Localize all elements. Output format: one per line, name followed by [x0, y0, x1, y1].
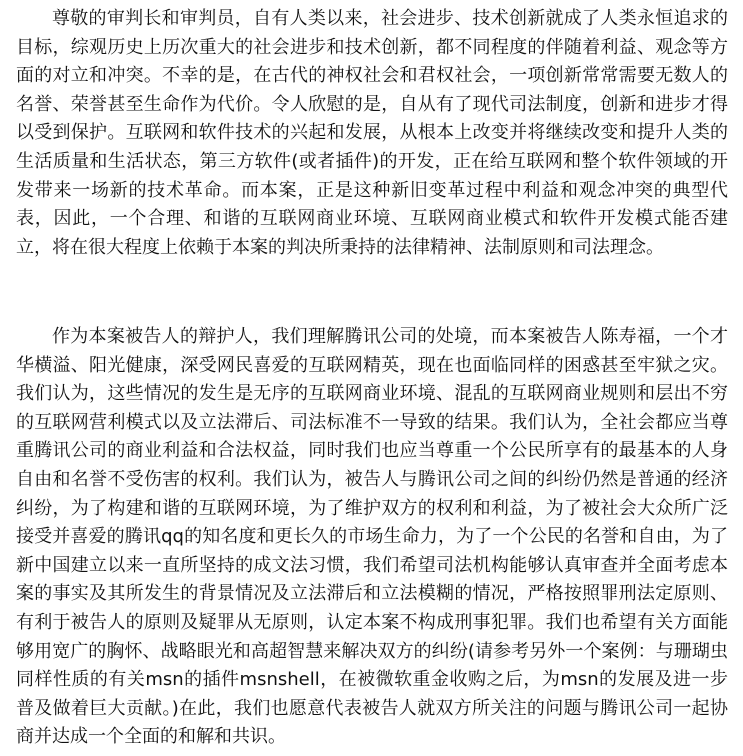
paragraph-opening-statement: 尊敬的审判长和审判员，自有人类以来，社会进步、技术创新就成了人类永恒追求的目标，综观历史上历次重大的社会进步和技术创新，都不同程度的伴随着利益、观念等方面的对立和冲突。不幸的是，在古代的神权社会和君权社会，一项创新常常需要无数人的名誉、荣誉甚至生命作为代价。令人欣慰的是，自从有了现代司法制度，创新和进步才得以受到保护。互联网和软件技术的兴起和发展，从根本上改变并将继续改变和提升人类的生活质量和生活状态，第三方软件(或者插件)的开发，正在给互联网和整个软件领域的开发带来一场新的技术革命。而本案，正是这种新旧变革过程中利益和观念冲突的典型代表，因此，一个合理、和谐的互联网商业环境、互联网商业模式和软件开发模式能否建立，将在很大程度上依赖于本案的判决所秉持的法律精神、法制原则和司法理念。: [16, 8, 728, 258]
paragraph-defense-argument: 作为本案被告人的辩护人，我们理解腾讯公司的处境，而本案被告人陈寿福，一个才华横溢、阳光健康，深受网民喜爱的互联网精英，现在也面临同样的困惑甚至牢狱之灾。我们认为，这些情况的发生是无序的互联网商业环境、混乱的互联网商业规则和层出不穷的互联网营利模式以及立法滞后、司法标准不一导致的结果。我们认为，全社会都应当尊重腾讯公司的商业利益和合法权益，同时我们也应当尊重一个公民所享有的最基本的人身自由和名誉不受伤害的权利。我们认为，被告人与腾讯公司之间的纠纷仍然是普通的经济纠纷，为了构建和谐的互联网环境，为了维护双方的权利和利益，为了被社会大众所广泛接受并喜爱的腾讯qq的知名度和更长久的市场生命力，为了一个公民的名誉和自由，为了新中国建立以来一直所坚持的成文法习惯，我们希望司法机构能够认真审查并全面考虑本案的事实及其所发生的背景情况及立法滞后和立法模糊的情况，严格按照罪刑法定原则、有利于被告人的原则及疑罪从无原则，认定本案不构成刑事犯罪。我们也希望有关方面能够用宽广的胸怀、战略眼光和高超智慧来解决双方的纠纷(请参考另外一个案例：与珊瑚虫同样性质的有关msn的插件msnshell，在被微软重金收购之后，为msn的发展及进一步普及做着巨大贡献。)在此，我们也愿意代表被告人就双方所关注的问题与腾讯公司一起协商并达成一个全面的和解和共识。: [16, 326, 728, 748]
